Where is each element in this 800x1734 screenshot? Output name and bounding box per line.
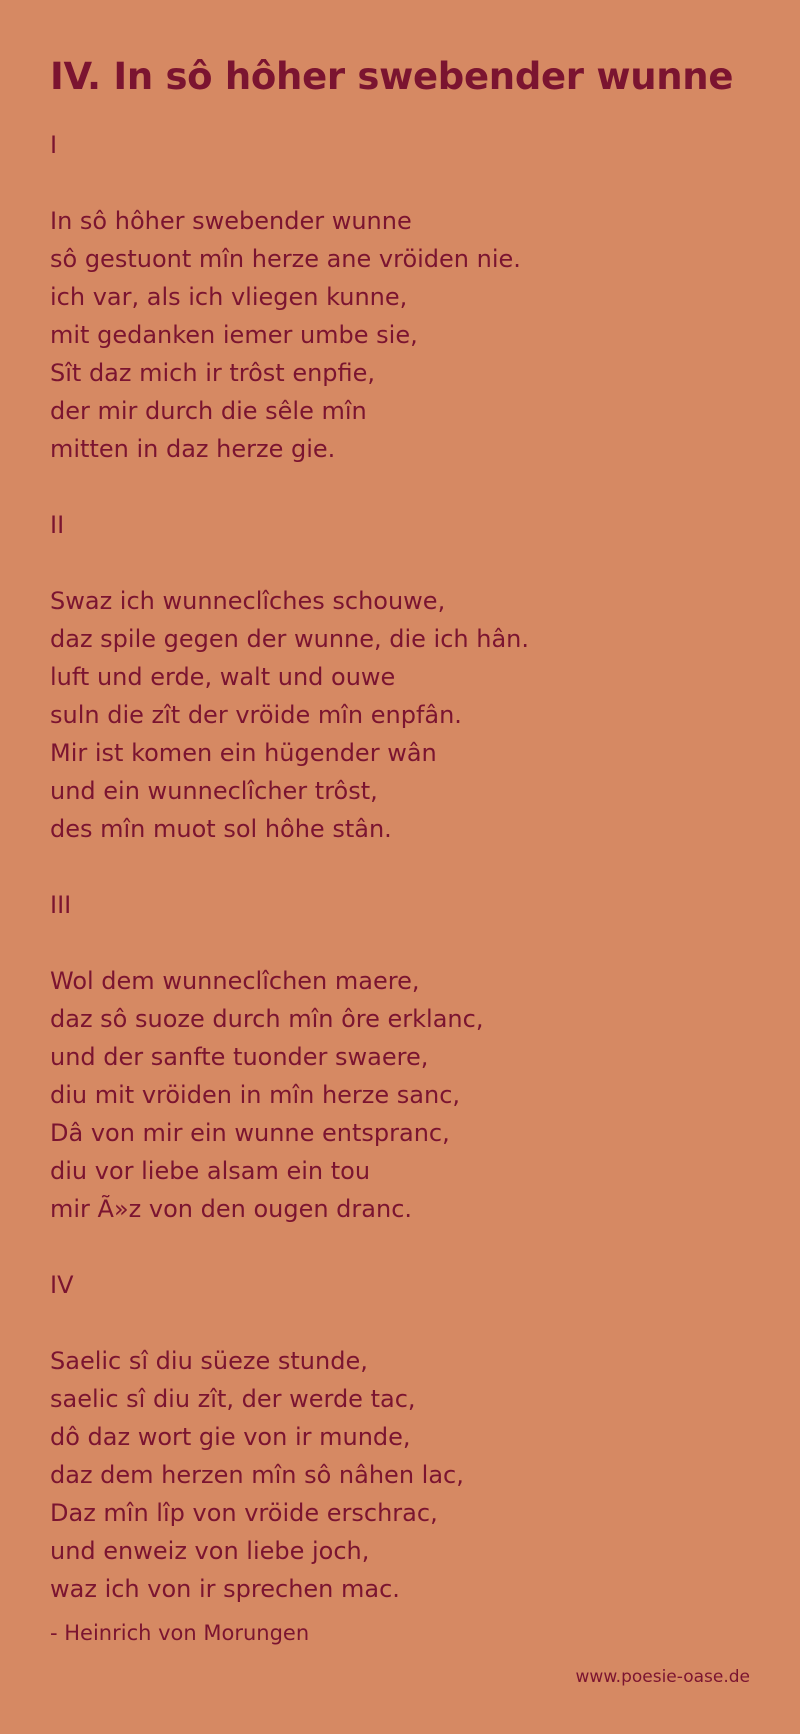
poem-line: diu mit vröiden in mîn herze sanc,: [50, 1081, 461, 1109]
poem-line: und enweiz von liebe joch,: [50, 1537, 370, 1565]
poem-line: daz dem herzen mîn sô nâhen lac,: [50, 1461, 464, 1489]
poem-line: Wol dem wunneclîchen maere,: [50, 967, 420, 995]
stanza-numeral: III: [50, 891, 72, 919]
poem-line: und der sanfte tuonder swaere,: [50, 1043, 429, 1071]
poem-line: mir Ã»z von den ougen dranc.: [50, 1195, 413, 1223]
poem-line: waz ich von ir sprechen mac.: [50, 1575, 400, 1603]
stanza-4: [50, 1266, 464, 1608]
poem-line: diu vor liebe alsam ein tou: [50, 1157, 371, 1185]
poem-line: ich var, als ich vliegen kunne,: [50, 283, 408, 311]
poem-line: daz spile gegen der wunne, die ich hân.: [50, 625, 530, 653]
stanza-numeral: II: [50, 511, 65, 539]
stanza-3: [50, 886, 483, 1228]
poem-line: dô daz wort gie von ir munde,: [50, 1423, 411, 1451]
poem-line: Daz mîn lîp von vröide erschrac,: [50, 1499, 438, 1527]
stanza-numeral: I: [50, 131, 58, 159]
poem-line: luft und erde, walt und ouwe: [50, 663, 396, 691]
poem-line: mit gedanken iemer umbe sie,: [50, 321, 418, 349]
poem-line: Swaz ich wunneclîches schouwe,: [50, 587, 446, 615]
poem-line: Saelic sî diu süeze stunde,: [50, 1347, 368, 1375]
poem-line: Sît daz mich ir trôst enpfie,: [50, 359, 376, 387]
poem-line: saelic sî diu zît, der werde tac,: [50, 1385, 416, 1413]
poem-line: der mir durch die sêle mîn: [50, 397, 367, 425]
poem-line: Mir ist komen ein hügender wân: [50, 739, 437, 767]
poem-line: daz sô suoze durch mîn ôre erklanc,: [50, 1005, 484, 1033]
stanza-1: [50, 126, 521, 468]
poem-line: suln die zît der vröide mîn enpfân.: [50, 701, 462, 729]
stanza-numeral: IV: [50, 1271, 74, 1299]
poem-line: Dâ von mir ein wunne entspranc,: [50, 1119, 450, 1147]
poem-line: mitten in daz herze gie.: [50, 435, 336, 463]
poem-line: und ein wunneclîcher trôst,: [50, 777, 378, 805]
stanza-2: [50, 506, 529, 848]
poem-line: des mîn muot sol hôhe stân.: [50, 815, 392, 843]
website-link[interactable]: www.poesie-oase.de: [575, 1667, 750, 1687]
poem-title: IV. In sô hôher swebender wunne: [50, 55, 734, 98]
poem-line: In sô hôher swebender wunne: [50, 207, 412, 235]
poem-author: - Heinrich von Morungen: [50, 1621, 310, 1645]
poem-line: sô gestuont mîn herze ane vröiden nie.: [50, 245, 521, 273]
